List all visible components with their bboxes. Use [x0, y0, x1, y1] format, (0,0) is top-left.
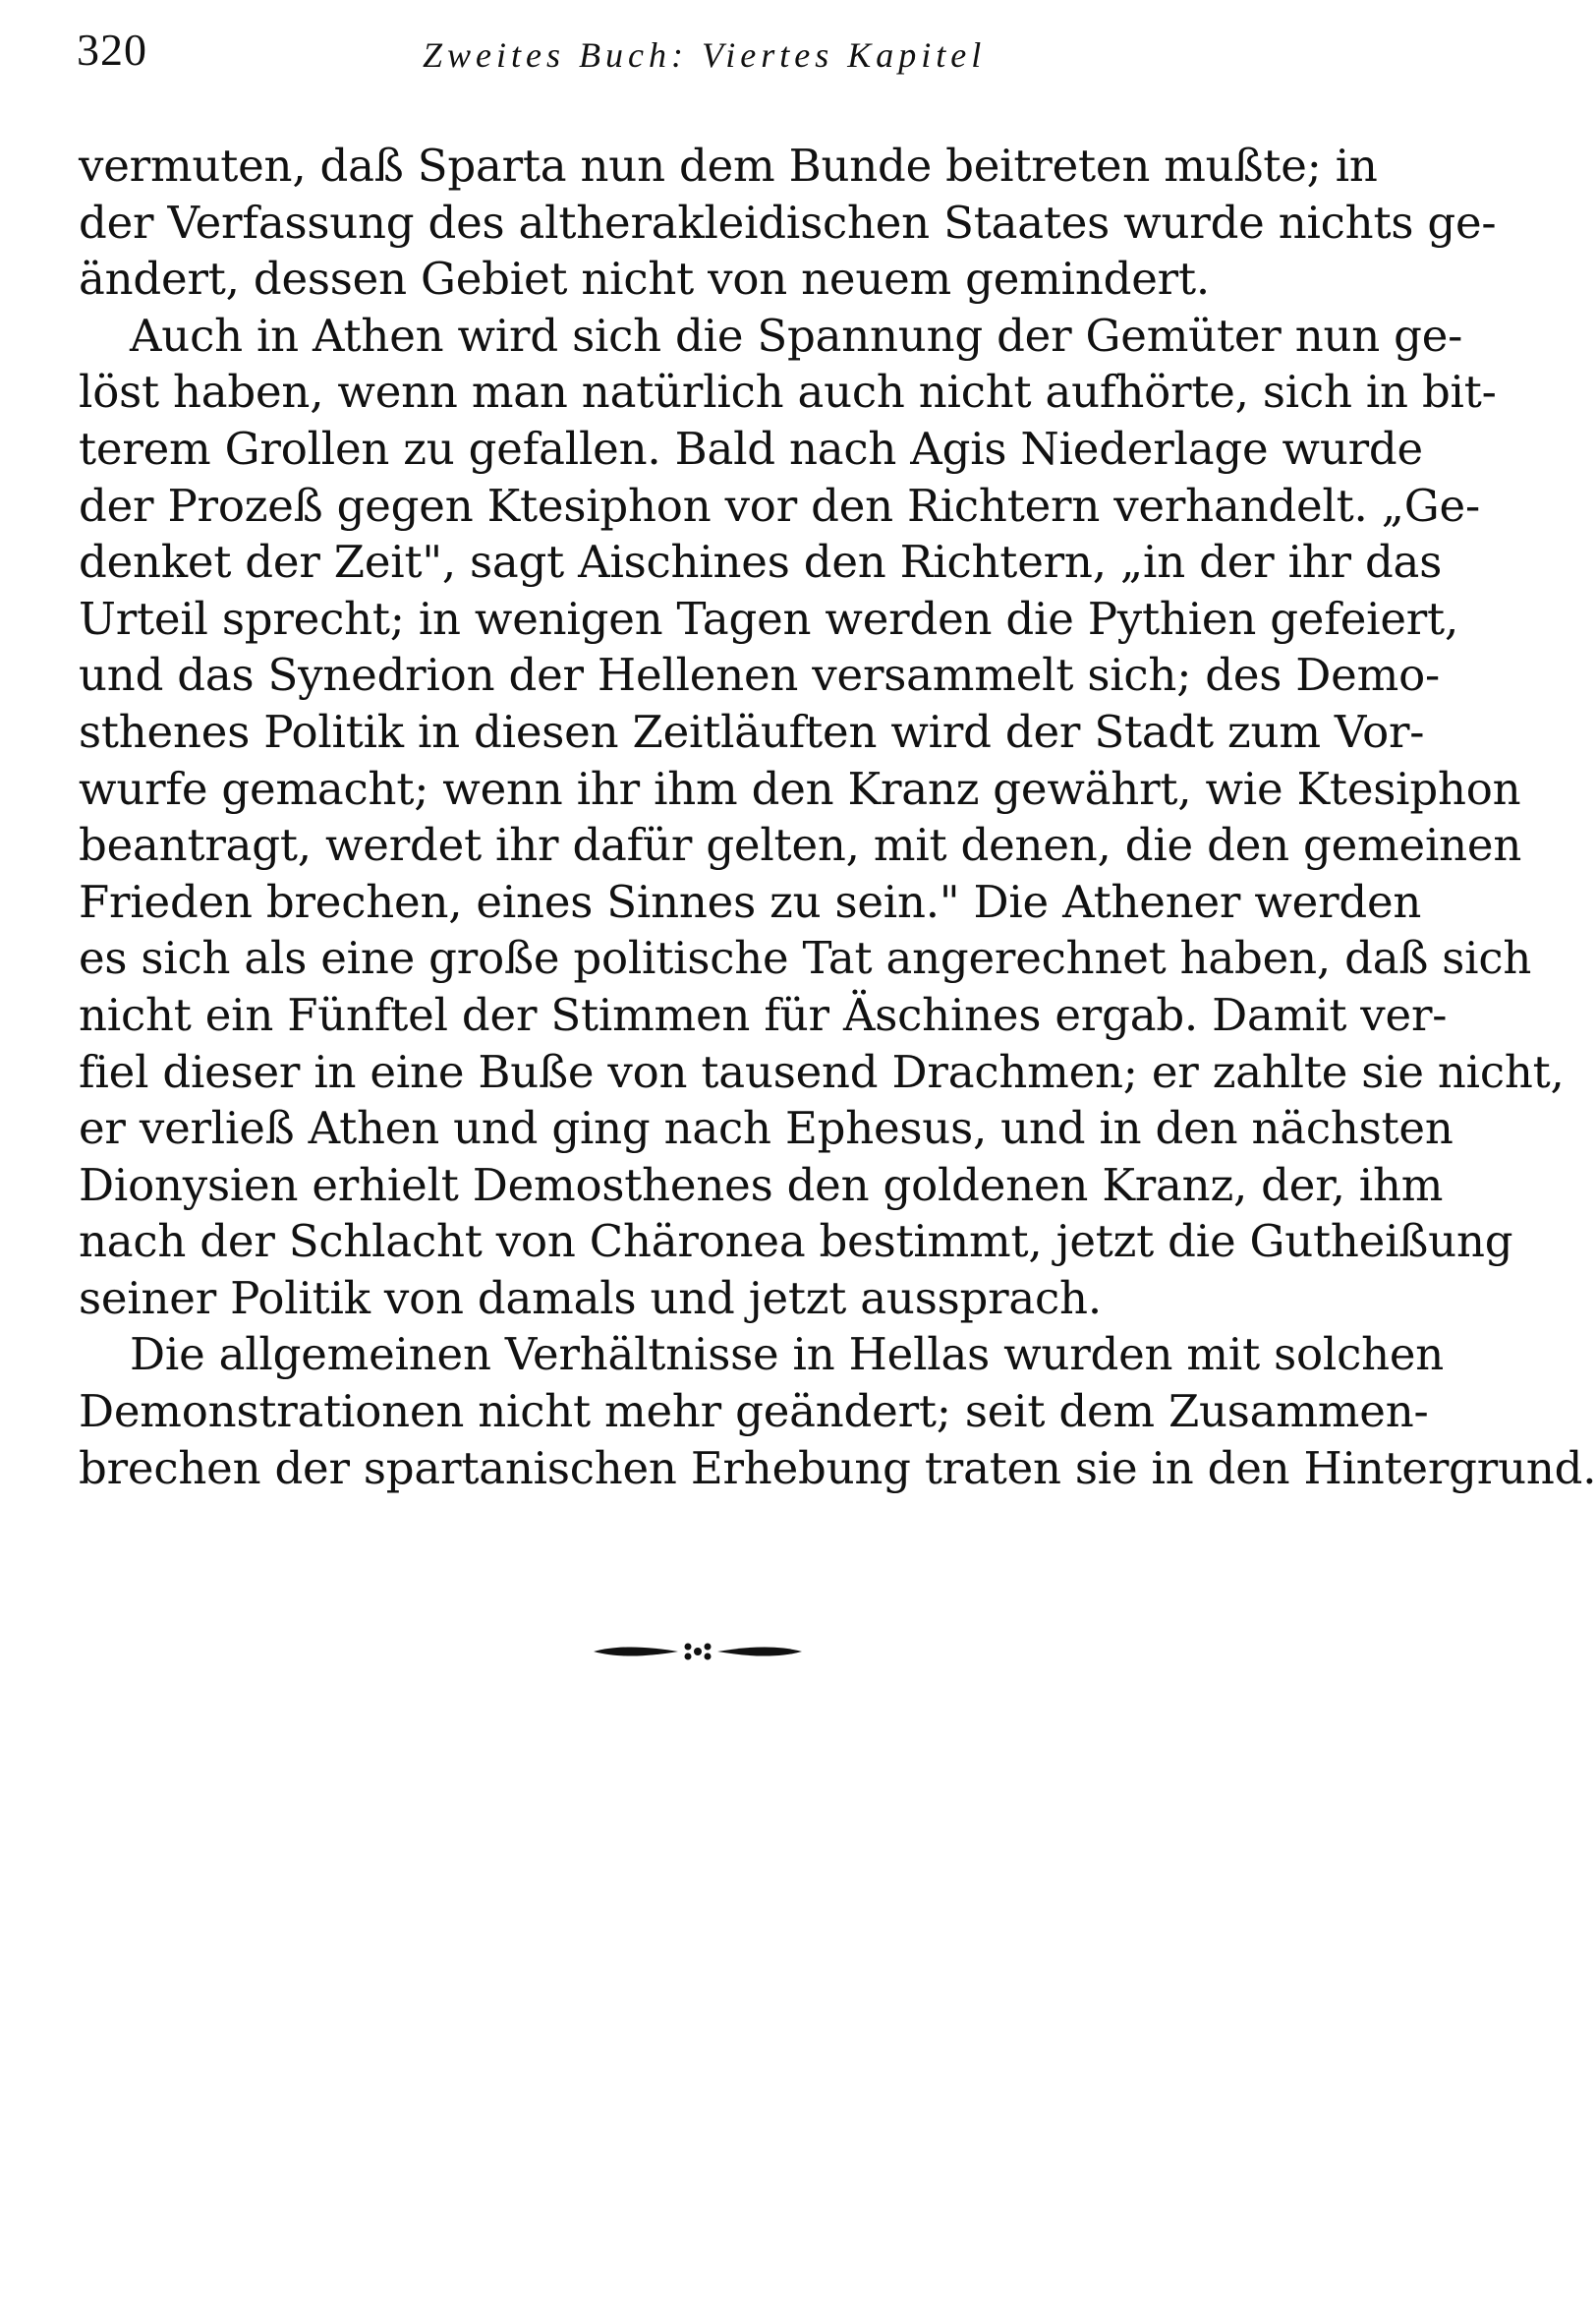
text-line: wurfe gemacht; wenn ihr ihm den Kranz gewährt, wie Ktesiphon	[79, 762, 1521, 815]
text-line: es sich als eine große politische Tat angerechnet haben, daß sich	[79, 932, 1532, 985]
paragraph-2	[79, 308, 1565, 1327]
text-line: Auch in Athen wird sich die Spannung der Gemüter nun ge-	[130, 309, 1463, 362]
text-line: der Verfassung des altherakleidischen Staates wurde nichts ge-	[79, 196, 1497, 249]
text-line: ändert, dessen Gebiet nicht von neuem gemindert.	[79, 253, 1210, 306]
text-line: fiel dieser in eine Buße von tausend Drachmen; er zahlte sie nicht,	[79, 1045, 1565, 1098]
text-line: und das Synedrion der Hellenen versammelt sich; des Demo-	[79, 649, 1440, 702]
paragraph-1	[79, 138, 1497, 308]
text-line: Urteil sprecht; in wenigen Tagen werden die Pythien gefeiert,	[79, 592, 1459, 645]
text-line: seiner Politik von damals und jetzt aussprach.	[79, 1271, 1102, 1324]
text-line: er verließ Athen und ging nach Ephesus, und in den nächsten	[79, 1102, 1454, 1155]
text-line: Frieden brechen, eines Sinnes zu sein." Die Athener werden	[79, 875, 1422, 928]
text-line: Demonstrationen nicht mehr geändert; seit dem Zusammen-	[79, 1385, 1429, 1438]
text-line: der Prozeß gegen Ktesiphon vor den Richtern verhandelt. „Ge-	[79, 479, 1480, 532]
text-line: brechen der spartanischen Erhebung traten sie in den Hintergrund.	[79, 1441, 1596, 1494]
running-title: Zweites Buch: Viertes Kapitel	[423, 35, 987, 75]
text-line: denket der Zeit", sagt Aischines den Richtern, „in der ihr das	[79, 536, 1443, 589]
text-line: vermuten, daß Sparta nun dem Bunde beitreten mußte; in	[79, 140, 1378, 192]
text-line: sthenes Politik in diesen Zeitläuften wird der Stadt zum Vor-	[79, 705, 1425, 758]
text-line: terem Grollen zu gefallen. Bald nach Agis Niederlage wurde	[79, 422, 1423, 475]
text-line: Die allgemeinen Verhältnisse in Hellas wurden mit solchen	[130, 1328, 1445, 1381]
body-text	[79, 138, 1596, 1496]
tailpiece-ornament-icon	[590, 1637, 806, 1666]
text-line: löst haben, wenn man natürlich auch nicht aufhörte, sich in bit-	[79, 366, 1497, 419]
page-number: 320	[77, 25, 147, 75]
text-line: nicht ein Fünftel der Stimmen für Äschines ergab. Damit ver-	[79, 988, 1448, 1041]
text-line: beantragt, werdet ihr dafür gelten, mit denen, die den gemeinen	[79, 819, 1522, 872]
paragraph-3	[79, 1326, 1596, 1496]
text-line: Dionysien erhielt Demosthenes den goldenen Kranz, der, ihm	[79, 1158, 1444, 1211]
text-line: nach der Schlacht von Chäronea bestimmt, jetzt die Gutheißung	[79, 1215, 1513, 1268]
